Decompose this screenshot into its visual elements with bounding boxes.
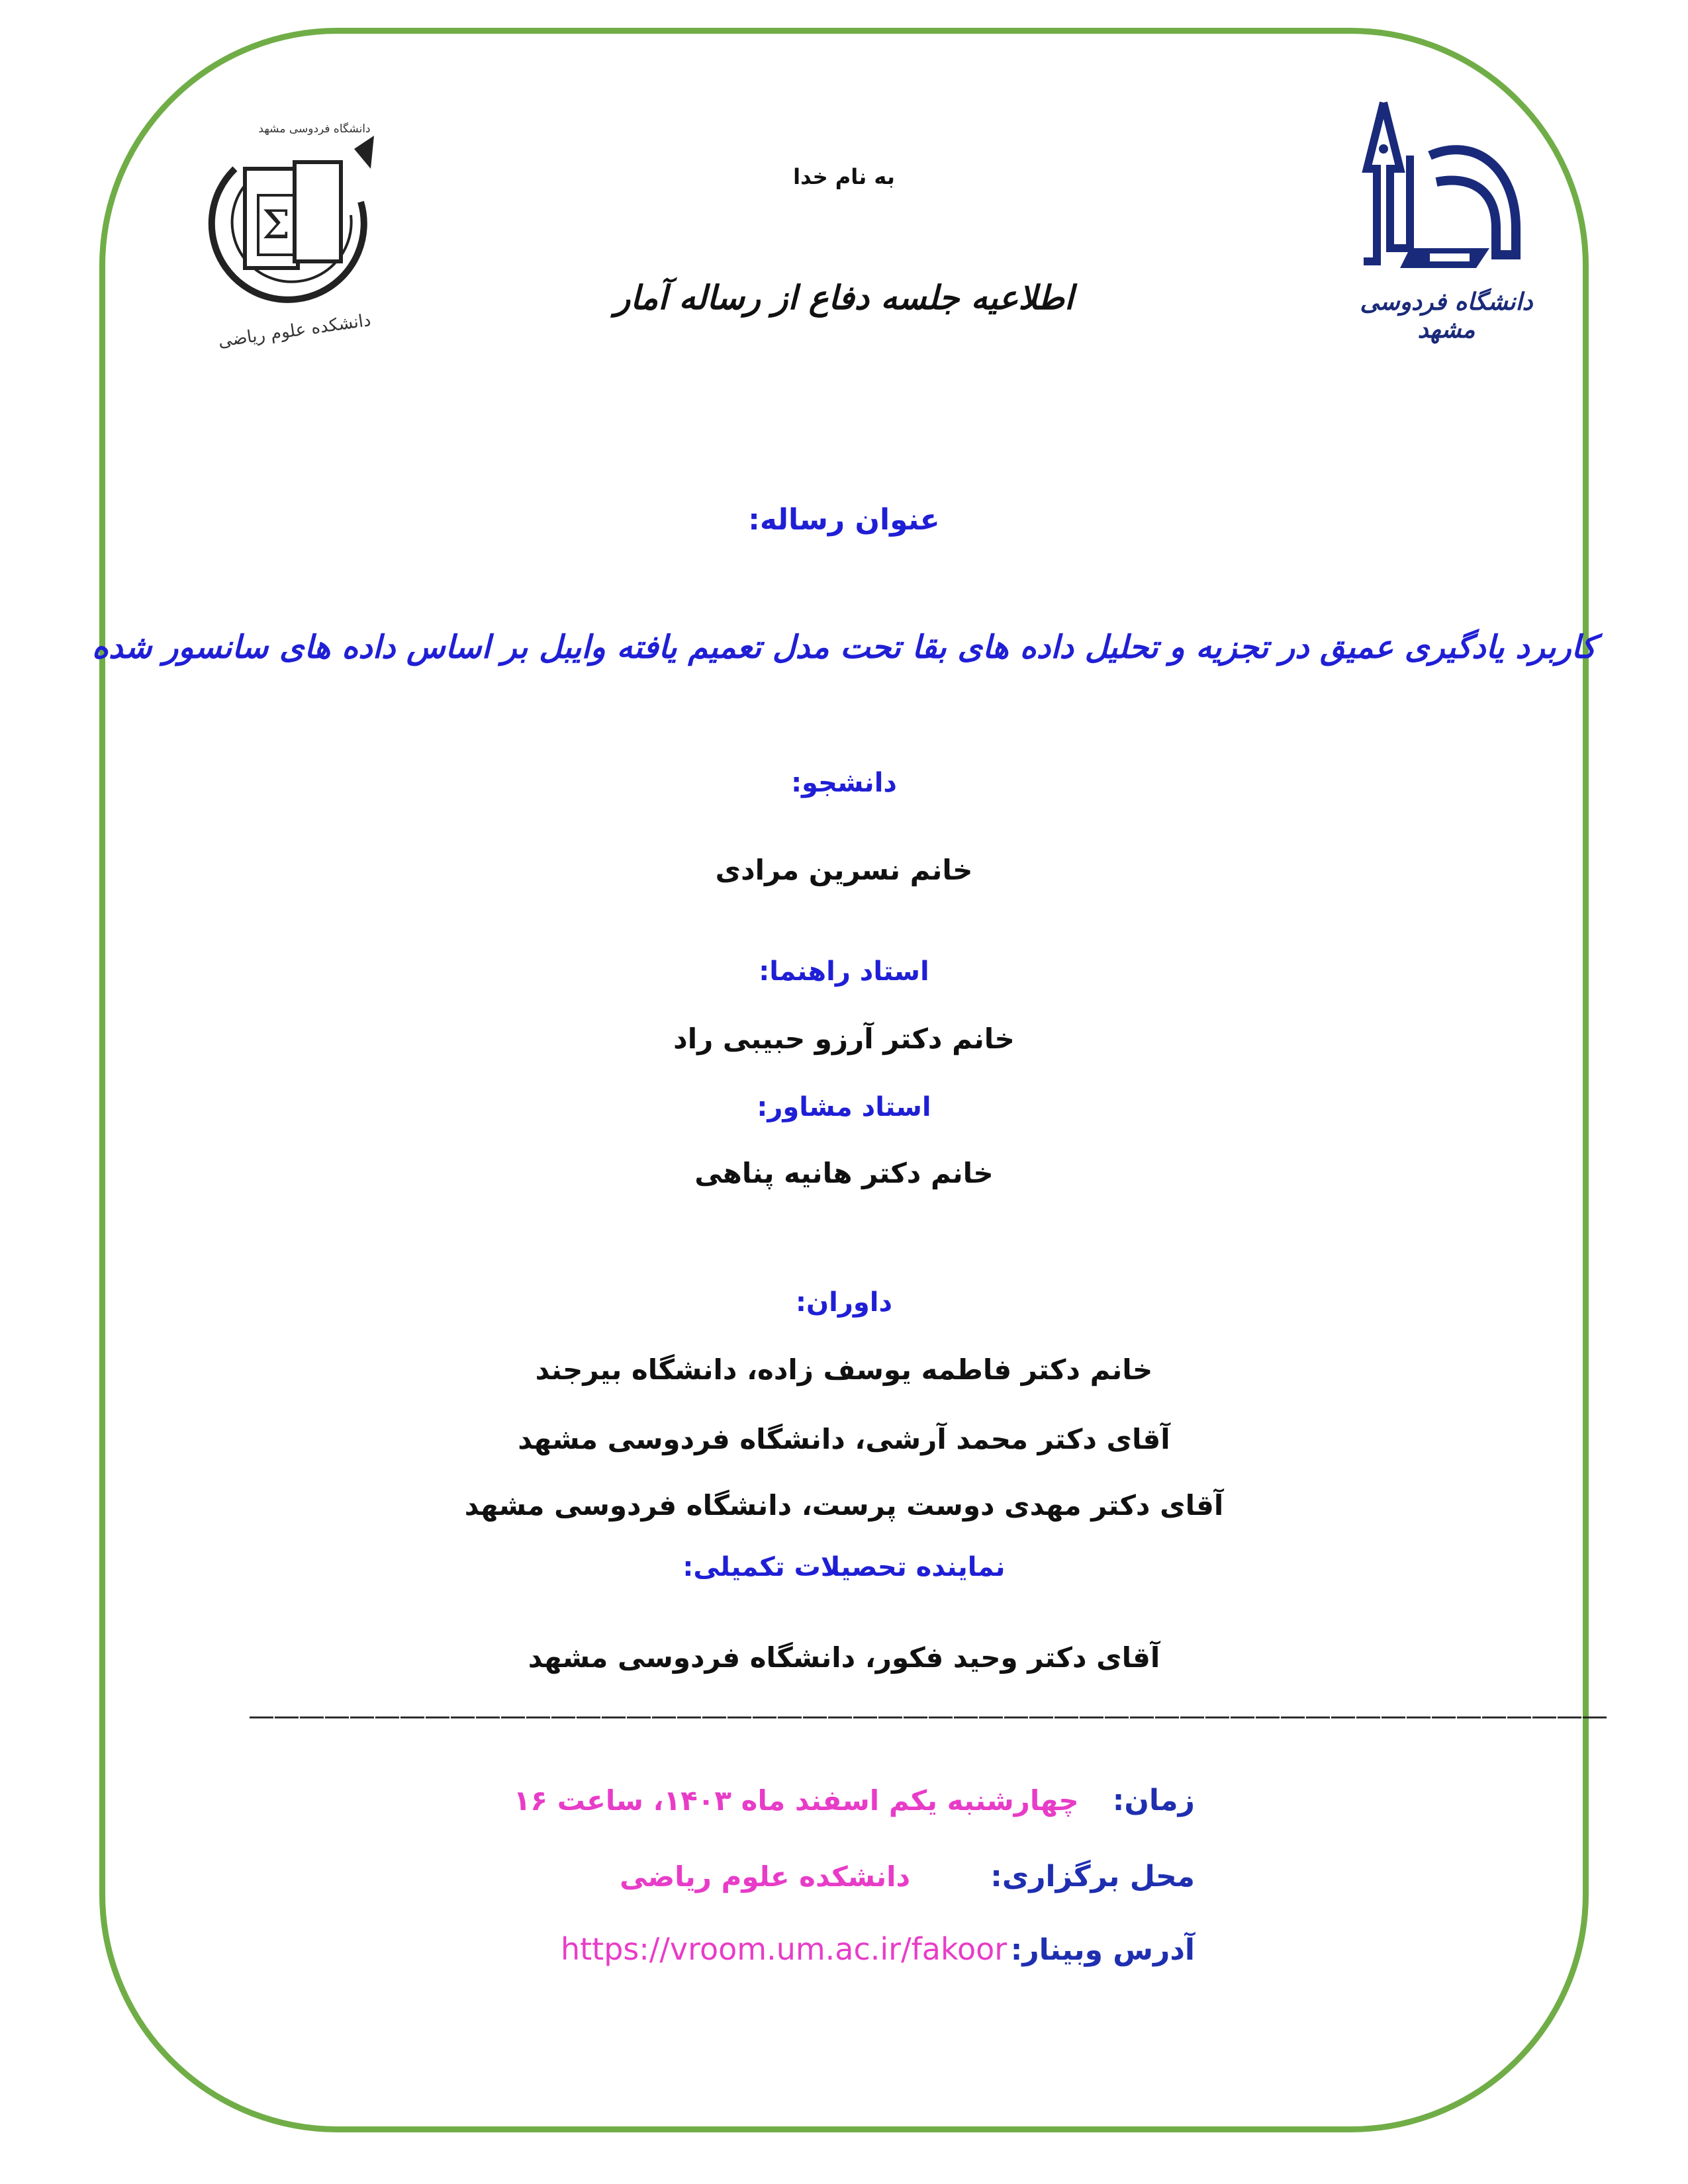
svg-text:Σ: Σ bbox=[261, 202, 291, 248]
advisor-name: خانم دکتر هانیه پناهی bbox=[694, 1157, 994, 1189]
advisor-label: استاد مشاور: bbox=[757, 1092, 931, 1122]
thesis-title: کاربرد یادگیری عمیق در تجزیه و تحلیل داده های بقا تحت مدل تعمیم یافته وایبل بر اساس داده های سانسور شده bbox=[91, 629, 1597, 666]
graduate-rep-label: نماینده تحصیلات تکمیلی: bbox=[682, 1552, 1006, 1582]
venue-row bbox=[620, 1860, 1195, 1893]
student-name: خانم نسرین مرادی bbox=[715, 854, 973, 886]
thesis-title-label: عنوان رساله: bbox=[748, 503, 940, 537]
webinar-label: آدرس وبینار: bbox=[1010, 1933, 1195, 1967]
faculty-logo-caption-bottom: دانشکده علوم ریاضی bbox=[216, 310, 373, 352]
time-value: چهارشنبه یکم اسفند ماه ۱۴۰۳، ساعت ۱۶ bbox=[513, 1784, 1079, 1817]
university-logo-caption: دانشگاه فردوسی مشهد bbox=[1360, 288, 1533, 343]
venue-value: دانشکده علوم ریاضی bbox=[620, 1860, 911, 1893]
time-label: زمان: bbox=[1112, 1784, 1195, 1817]
venue-label: محل برگزاری: bbox=[990, 1860, 1195, 1893]
webinar-row bbox=[561, 1931, 1195, 1967]
university-emblem-icon bbox=[1337, 96, 1556, 295]
referee-item: آقای دکتر مهدی دوست پرست، دانشگاه فردوسی مشهد bbox=[464, 1489, 1224, 1522]
referee-item: خانم دکتر فاطمه یوسف زاده، دانشگاه بیرجند bbox=[535, 1353, 1153, 1386]
supervisor-name: خانم دکتر آرزو حبیبی راد bbox=[673, 1023, 1015, 1055]
faculty-logo-caption-top: دانشگاه فردوسی مشهد bbox=[258, 122, 371, 136]
supervisor-label: استاد راهنما: bbox=[759, 956, 929, 987]
referee-item: آقای دکتر محمد آرشی، دانشگاه فردوسی مشهد bbox=[518, 1423, 1170, 1455]
bismillah: به نام خدا bbox=[793, 164, 895, 189]
separator-line: —————————————————————————————————————————————————————— bbox=[248, 1701, 1607, 1731]
announcement-title: اطلاعیه جلسه دفاع از رساله آمار bbox=[614, 278, 1074, 317]
referees-label: داوران: bbox=[796, 1287, 892, 1318]
webinar-link[interactable]: https://vroom.um.ac.ir/fakoor bbox=[560, 1931, 1008, 1967]
student-label: دانشجو: bbox=[791, 768, 897, 798]
time-row bbox=[514, 1784, 1195, 1817]
graduate-rep-name: آقای دکتر وحید فکور، دانشگاه فردوسی مشهد bbox=[528, 1641, 1160, 1674]
